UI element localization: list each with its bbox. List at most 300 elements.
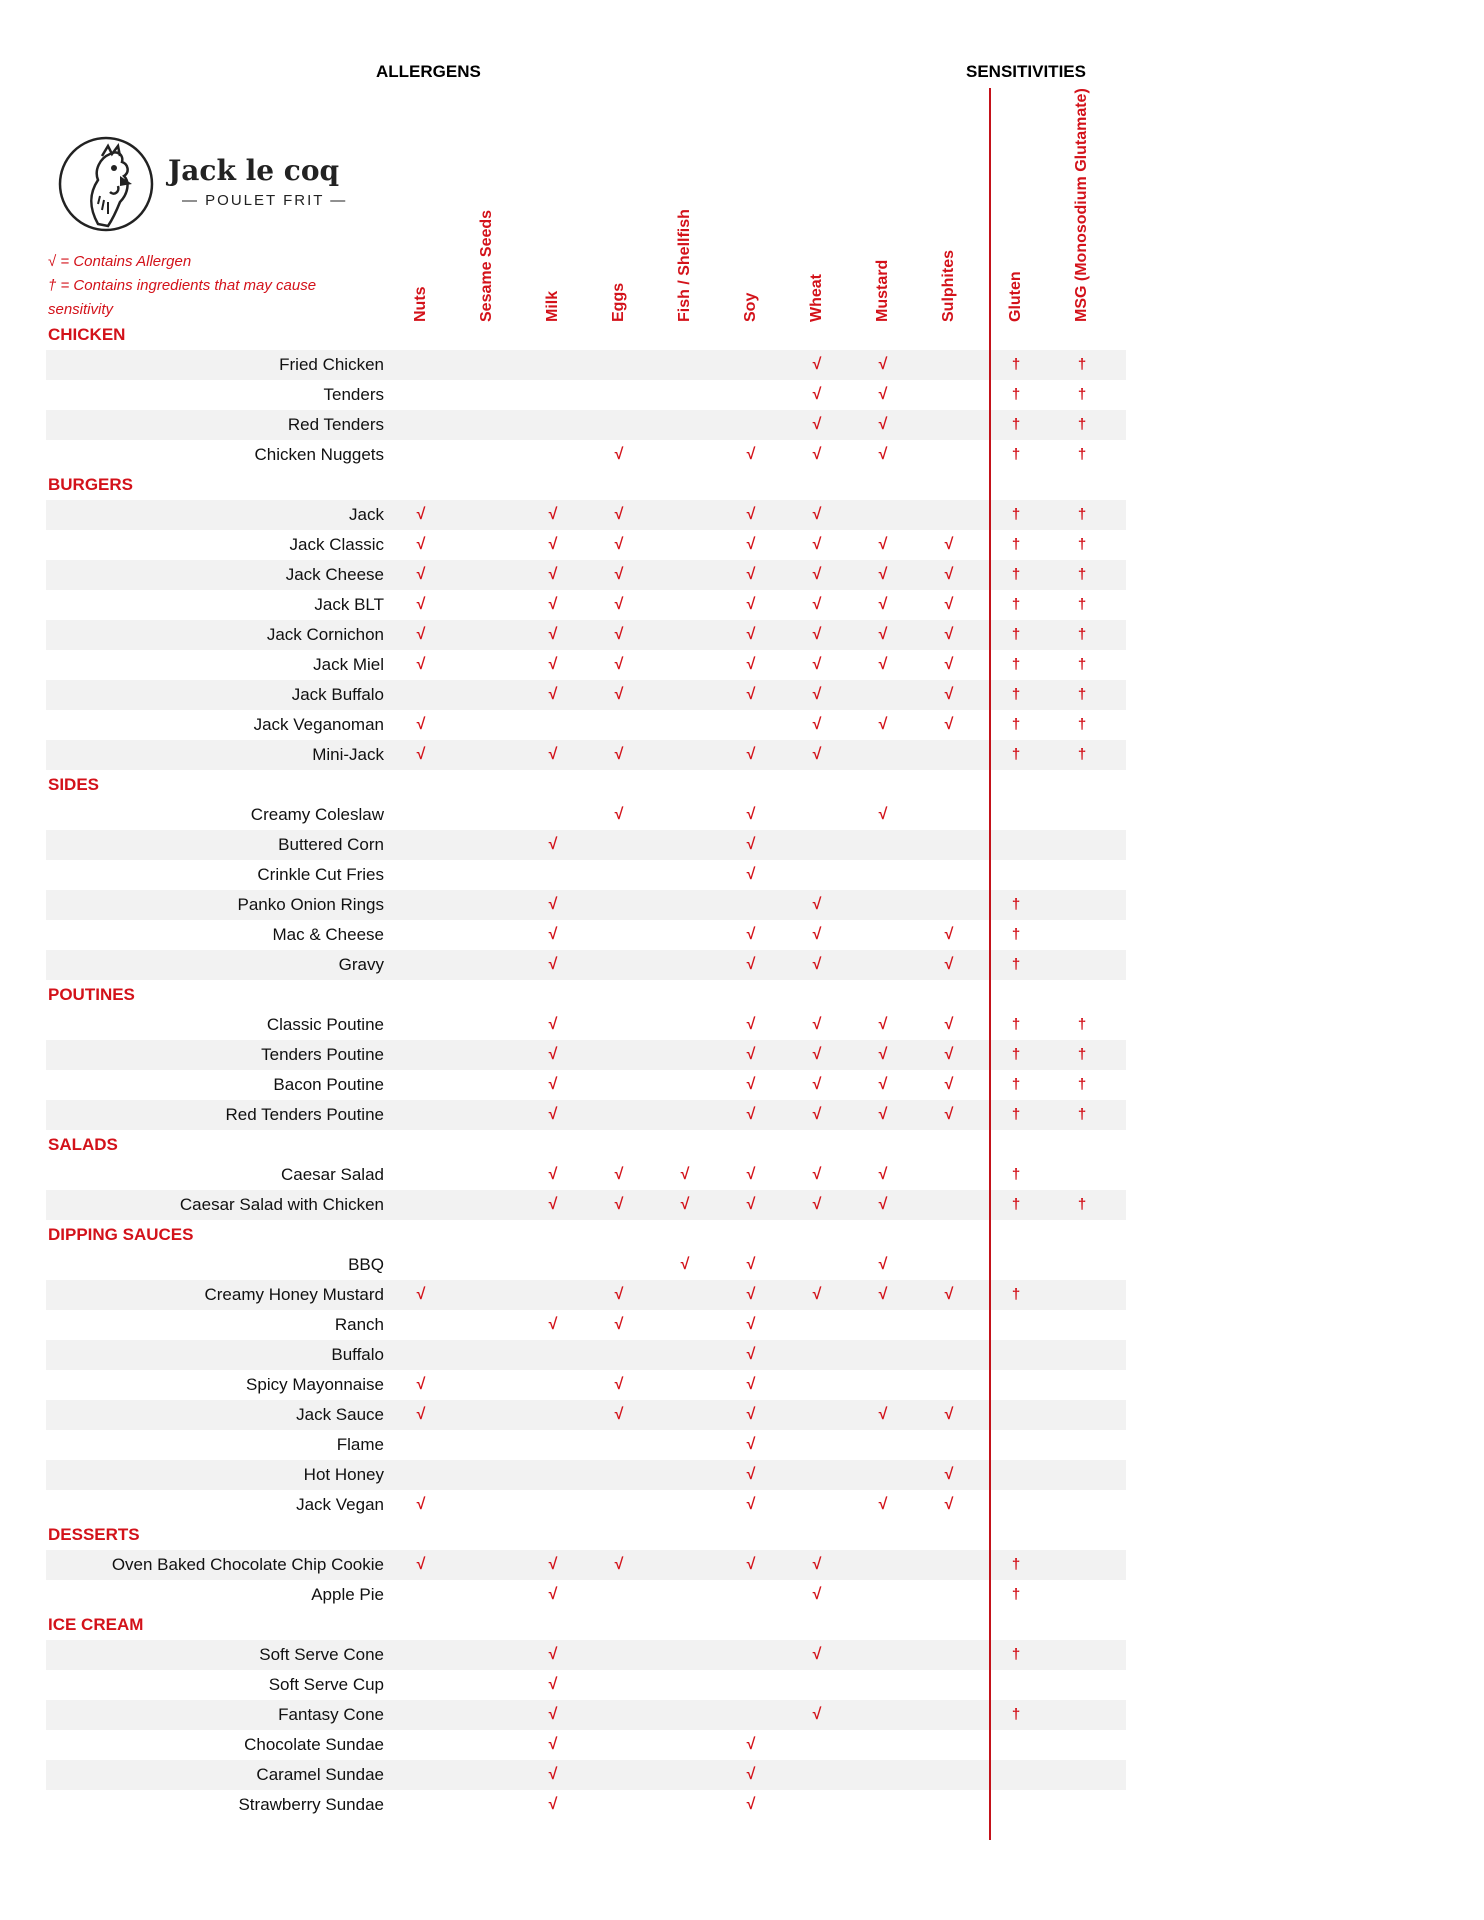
item-name: Mac & Cheese [272,925,384,944]
item-name: Creamy Coleslaw [250,805,384,824]
allergen-mark: √ [746,536,756,553]
allergen-mark: √ [746,866,756,883]
sensitivity-mark: † [1011,506,1021,523]
column-header-sesame-seeds: Sesame Seeds [478,209,495,322]
allergen-mark: √ [746,1046,756,1063]
allergen-mark: √ [944,1076,954,1093]
column-header-eggs: Eggs [610,282,627,322]
section-desserts: DESSERTS [48,1525,140,1544]
table-row [46,380,1126,410]
allergen-mark: √ [944,1106,954,1123]
allergen-mark: √ [944,566,954,583]
table-row [46,1580,1126,1610]
allergen-mark: √ [812,956,822,973]
allergen-mark: √ [548,956,558,973]
sensitivity-mark: † [1077,1046,1087,1063]
item-name: Jack Cornichon [266,625,384,644]
allergen-mark: √ [878,1256,888,1273]
allergen-mark: √ [746,926,756,943]
sensitivity-mark: † [1011,716,1021,733]
item-name: Apple Pie [311,1585,384,1604]
allergen-mark: √ [416,596,426,613]
item-name: Jack Veganoman [253,715,384,734]
allergen-mark: √ [812,566,822,583]
item-name: Gravy [338,955,384,974]
allergen-mark: √ [746,1766,756,1783]
item-name: BBQ [348,1255,384,1274]
allergen-mark: √ [812,386,822,403]
column-header-gluten: Gluten [1007,271,1024,322]
item-name: Creamy Honey Mustard [204,1285,384,1304]
allergen-mark: √ [746,686,756,703]
allergen-mark: √ [878,1166,888,1183]
table-row [46,1070,1126,1100]
sensitivity-mark: † [1011,446,1021,463]
item-name: Panko Onion Rings [237,895,384,914]
item-name: Chicken Nuggets [254,445,384,464]
allergen-mark: √ [548,1016,558,1033]
table-row [46,1370,1126,1400]
allergen-mark: √ [548,1166,558,1183]
sensitivity-mark: † [1077,536,1087,553]
brand-name: Jack le coq [168,154,340,187]
column-header-soy: Soy [742,292,759,322]
allergen-mark: √ [878,1496,888,1513]
item-name: Ranch [334,1315,384,1334]
allergen-mark: √ [680,1256,690,1273]
allergen-mark: √ [812,356,822,373]
sensitivity-mark: † [1011,746,1021,763]
brand-logo [58,136,368,232]
sensitivity-mark: † [1011,566,1021,583]
legend [48,250,348,322]
allergen-mark: √ [878,386,888,403]
allergen-mark: √ [944,1046,954,1063]
item-name: Red Tenders Poutine [225,1105,384,1124]
item-name: Soft Serve Cup [268,1675,384,1694]
allergen-mark: √ [548,1736,558,1753]
table-row [46,1640,1126,1670]
sensitivity-mark: † [1011,536,1021,553]
allergen-mark: √ [614,506,624,523]
allergen-mark: √ [416,626,426,643]
table-row [46,890,1126,920]
allergen-mark: √ [746,1076,756,1093]
item-name: Tenders [323,385,384,404]
sensitivity-mark: † [1077,1016,1087,1033]
sensitivity-mark: † [1077,386,1087,403]
allergen-mark: √ [614,536,624,553]
allergen-mark: √ [812,896,822,913]
item-name: Chocolate Sundae [244,1735,384,1754]
allergens-header: ALLERGENS [376,62,481,81]
allergen-mark: √ [746,1736,756,1753]
allergen-mark: √ [548,596,558,613]
allergen-mark: √ [812,1556,822,1573]
allergen-mark: √ [416,1556,426,1573]
allergen-mark: √ [416,536,426,553]
item-name: Jack BLT [314,595,384,614]
allergen-mark: √ [614,596,624,613]
sensitivity-mark: † [1077,506,1087,523]
allergen-mark: √ [812,596,822,613]
allergen-mark: √ [812,716,822,733]
allergen-mark: √ [944,626,954,643]
allergen-mark: √ [878,1286,888,1303]
allergen-mark: √ [746,506,756,523]
sensitivity-mark: † [1011,1016,1021,1033]
allergen-mark: √ [746,1496,756,1513]
allergen-mark: √ [614,1376,624,1393]
allergen-mark: √ [812,746,822,763]
sensitivity-mark: † [1077,686,1087,703]
allergen-mark: √ [746,596,756,613]
sensitivity-mark: † [1011,356,1021,373]
sensitivity-mark: † [1077,416,1087,433]
allergen-mark: √ [878,446,888,463]
allergen-mark: √ [944,1466,954,1483]
sensitivity-mark: † [1011,1196,1021,1213]
allergen-mark: √ [416,1286,426,1303]
table-row [46,1790,1126,1820]
item-name: Fried Chicken [279,355,384,374]
allergen-mark: √ [746,1796,756,1813]
allergen-mark: √ [416,1406,426,1423]
allergen-mark: √ [614,1166,624,1183]
table-row [46,920,1126,950]
allergen-mark: √ [746,746,756,763]
table-row [46,800,1126,830]
allergen-mark: √ [416,1496,426,1513]
allergen-mark: √ [548,1316,558,1333]
allergen-mark: √ [680,1196,690,1213]
column-header-mustard: Mustard [874,259,891,322]
item-name: Mini-Jack [312,745,384,764]
allergen-mark: √ [944,1016,954,1033]
section-salads: SALADS [48,1135,118,1154]
table-row [46,1730,1126,1760]
table-row [46,650,1126,680]
allergen-mark: √ [812,536,822,553]
table-row [46,680,1126,710]
table-row [46,1040,1126,1070]
table-row [46,950,1126,980]
allergen-mark: √ [746,956,756,973]
allergen-mark: √ [416,716,426,733]
allergen-mark: √ [614,686,624,703]
allergen-mark: √ [416,656,426,673]
sensitivity-mark: † [1077,1106,1087,1123]
allergen-mark: √ [548,746,558,763]
sensitivity-mark: † [1077,596,1087,613]
allergen-mark: √ [812,416,822,433]
allergen-mark: √ [548,656,558,673]
allergen-mark: √ [416,566,426,583]
allergen-mark: √ [746,1436,756,1453]
allergen-mark: √ [812,506,822,523]
allergen-mark: √ [548,626,558,643]
allergen-mark: √ [812,1076,822,1093]
allergen-mark: √ [812,1046,822,1063]
column-header-fish-shellfish: Fish / Shellfish [676,209,693,322]
sensitivity-mark: † [1077,716,1087,733]
item-name: Jack Classic [289,535,384,554]
allergen-mark: √ [614,746,624,763]
allergen-mark: √ [746,1346,756,1363]
table-row [46,1190,1126,1220]
legend-check: √ = Contains Allergen [48,253,192,270]
sensitivity-mark: † [1077,356,1087,373]
item-name: Crinkle Cut Fries [257,865,384,884]
item-name: Strawberry Sundae [238,1795,384,1814]
allergen-mark: √ [548,1046,558,1063]
table-row [46,1280,1126,1310]
table-row [46,410,1126,440]
sensitivity-mark: † [1011,926,1021,943]
allergen-mark: √ [812,656,822,673]
allergen-mark: √ [548,1706,558,1723]
allergen-mark: √ [614,446,624,463]
sensitivity-mark: † [1011,1076,1021,1093]
table-row [46,1550,1126,1580]
table-row [46,1490,1126,1520]
sensitivity-mark: † [1077,746,1087,763]
allergen-mark: √ [614,626,624,643]
item-name: Red Tenders [287,415,384,434]
table-row [46,1250,1126,1280]
table-row [46,440,1126,470]
sensitivity-mark: † [1011,1286,1021,1303]
allergen-mark: √ [746,806,756,823]
allergen-mark: √ [878,596,888,613]
allergen-mark: √ [878,656,888,673]
sensitivity-mark: † [1011,1586,1021,1603]
allergen-mark: √ [878,1016,888,1033]
allergen-mark: √ [548,1586,558,1603]
allergen-mark: √ [878,626,888,643]
allergen-mark: √ [944,656,954,673]
allergen-mark: √ [746,1556,756,1573]
allergen-mark: √ [878,536,888,553]
allergen-mark: √ [614,566,624,583]
allergen-mark: √ [812,1286,822,1303]
sensitivity-mark: † [1011,1706,1021,1723]
allergen-mark: √ [746,1316,756,1333]
item-name: Jack Buffalo [291,685,384,704]
allergen-mark: √ [614,1286,624,1303]
allergen-mark: √ [614,656,624,673]
sensitivity-mark: † [1011,1166,1021,1183]
allergen-mark: √ [812,1646,822,1663]
allergen-mark: √ [614,806,624,823]
table-row [46,500,1126,530]
allergen-mark: √ [812,1706,822,1723]
allergen-mark: √ [746,566,756,583]
allergen-mark: √ [746,1166,756,1183]
item-name: Jack Miel [313,655,384,674]
table-row [46,1460,1126,1490]
allergen-mark: √ [878,1196,888,1213]
allergen-mark: √ [944,686,954,703]
allergen-mark: √ [614,1316,624,1333]
item-name: Caesar Salad [280,1165,384,1184]
allergen-mark: √ [812,926,822,943]
section-burgers: BURGERS [48,475,134,494]
item-name: Buttered Corn [278,835,384,854]
brand-tagline: — POULET FRIT — [182,192,348,209]
sensitivity-mark: † [1011,956,1021,973]
table-row [46,1670,1126,1700]
divider-line [989,88,991,1840]
sensitivity-mark: † [1077,626,1087,643]
table-row [46,1700,1126,1730]
allergen-mark: √ [812,1586,822,1603]
sensitivity-mark: † [1011,386,1021,403]
item-name: Jack [349,505,384,524]
table-row [46,1160,1126,1190]
allergen-mark: √ [944,536,954,553]
section-ice-cream: ICE CREAM [48,1615,144,1634]
allergen-mark: √ [548,686,558,703]
allergen-mark: √ [416,1376,426,1393]
item-name: Classic Poutine [266,1015,384,1034]
column-header-nuts: Nuts [412,286,429,322]
allergen-mark: √ [548,926,558,943]
table-row [46,1400,1126,1430]
allergen-mark: √ [746,1406,756,1423]
allergen-mark: √ [548,1796,558,1813]
allergen-mark: √ [878,566,888,583]
item-name: Flame [336,1435,384,1454]
allergen-mark: √ [416,746,426,763]
table-row [46,590,1126,620]
allergen-mark: √ [746,1286,756,1303]
table-row [46,1760,1126,1790]
item-name: Tenders Poutine [261,1045,384,1064]
allergen-mark: √ [746,1376,756,1393]
item-name: Bacon Poutine [273,1075,384,1094]
allergen-mark: √ [878,806,888,823]
allergen-mark: √ [548,506,558,523]
sensitivity-mark: † [1011,416,1021,433]
allergen-mark: √ [812,446,822,463]
table-row [46,620,1126,650]
allergen-mark: √ [614,1556,624,1573]
allergen-mark: √ [878,716,888,733]
allergen-mark: √ [812,686,822,703]
table-row [46,560,1126,590]
section-chicken: CHICKEN [48,325,126,344]
allergen-mark: √ [878,1406,888,1423]
allergen-mark: √ [548,1106,558,1123]
allergen-mark: √ [746,626,756,643]
sensitivity-mark: † [1011,596,1021,613]
allergen-mark: √ [944,956,954,973]
allergen-mark: √ [746,836,756,853]
allergen-mark: √ [614,1196,624,1213]
sensitivity-mark: † [1011,1646,1021,1663]
item-name: Jack Vegan [296,1495,384,1514]
allergen-mark: √ [614,1406,624,1423]
table-row [46,1100,1126,1130]
column-header-milk: Milk [544,290,561,322]
allergen-mark: √ [548,1766,558,1783]
item-name: Caesar Salad with Chicken [179,1195,384,1214]
column-header-sulphites: Sulphites [940,249,957,322]
allergen-mark: √ [944,596,954,613]
allergen-mark: √ [746,1106,756,1123]
section-dipping-sauces: DIPPING SAUCES [48,1225,194,1244]
table-row [46,830,1126,860]
allergen-mark: √ [680,1166,690,1183]
allergen-mark: √ [812,1016,822,1033]
allergen-mark: √ [548,536,558,553]
allergen-mark: √ [746,1466,756,1483]
column-header-wheat: Wheat [808,274,825,322]
allergen-mark: √ [944,1286,954,1303]
table-row [46,860,1126,890]
column-header-msg-monosodium-glutamate: MSG (Monosodium Glutamate) [1073,88,1090,322]
table-row [46,740,1126,770]
allergen-mark: √ [944,1406,954,1423]
sensitivity-mark: † [1077,1076,1087,1093]
sensitivity-mark: † [1077,1196,1087,1213]
item-name: Fantasy Cone [278,1705,384,1724]
item-name: Spicy Mayonnaise [246,1375,384,1394]
sensitivity-mark: † [1011,626,1021,643]
allergen-mark: √ [944,926,954,943]
item-name: Jack Cheese [285,565,384,584]
sensitivity-mark: † [1077,446,1087,463]
allergen-mark: √ [548,836,558,853]
allergen-mark: √ [548,896,558,913]
item-name: Soft Serve Cone [259,1645,384,1664]
sensitivity-mark: † [1011,1556,1021,1573]
table-row [46,1310,1126,1340]
item-name: Oven Baked Chocolate Chip Cookie [111,1555,384,1574]
allergen-mark: √ [746,656,756,673]
allergen-mark: √ [548,1196,558,1213]
allergen-mark: √ [812,1166,822,1183]
allergen-mark: √ [944,1496,954,1513]
section-sides: SIDES [48,775,100,794]
table-row [46,1010,1126,1040]
item-name: Caramel Sundae [256,1765,384,1784]
table-row [46,350,1126,380]
allergen-mark: √ [812,1106,822,1123]
allergen-mark: √ [746,1196,756,1213]
legend-dagger: † = Contains ingredients that may cause sensitivity [48,277,317,318]
allergen-mark: √ [746,1016,756,1033]
allergen-mark: √ [746,1256,756,1273]
allergen-mark: √ [416,506,426,523]
allergen-mark: √ [878,356,888,373]
allergen-mark: √ [548,1676,558,1693]
sensitivity-mark: † [1011,656,1021,673]
table-row [46,1340,1126,1370]
sensitivity-mark: † [1077,656,1087,673]
brand-tagline-text: POULET FRIT [205,192,325,209]
allergen-mark: √ [878,1076,888,1093]
allergen-mark: √ [548,566,558,583]
allergen-mark: √ [548,1646,558,1663]
sensitivity-mark: † [1011,1046,1021,1063]
allergen-mark: √ [878,1106,888,1123]
allergen-mark: √ [878,1046,888,1063]
allergen-mark: √ [746,446,756,463]
allergen-mark: √ [944,716,954,733]
sensitivity-mark: † [1011,686,1021,703]
